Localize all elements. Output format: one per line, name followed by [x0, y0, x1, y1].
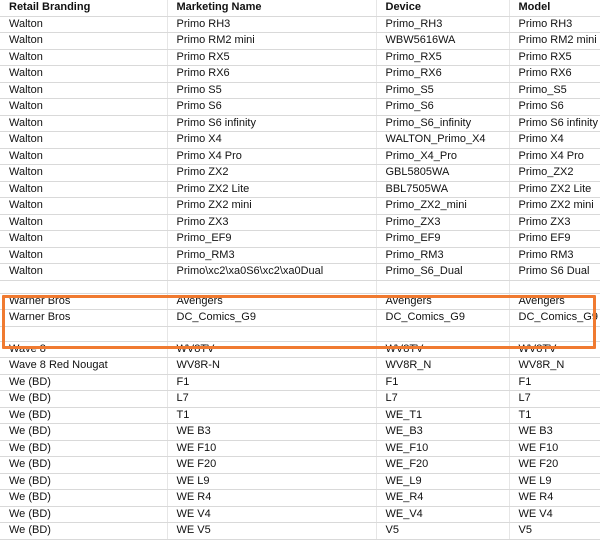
cell-marketing-name: Primo_RM3	[167, 247, 376, 264]
cell-device: F1	[376, 374, 509, 391]
cell-device: Primo_RM3	[376, 247, 509, 264]
cell-device: WE_V4	[376, 506, 509, 523]
cell-device: Primo_RX5	[376, 49, 509, 66]
cell-device: WE_R4	[376, 490, 509, 507]
cell-model: WE B3	[509, 424, 600, 441]
table-row	[0, 374, 600, 391]
cell-model: WV8R_N	[509, 358, 600, 375]
table-row	[0, 198, 600, 215]
cell-device: Primo_S6_Dual	[376, 264, 509, 281]
table-row	[0, 33, 600, 50]
cell-retail-branding: We (BD)	[0, 473, 167, 490]
cell-retail-branding: We (BD)	[0, 424, 167, 441]
cell-device: Avengers	[376, 293, 509, 310]
cell-retail-branding: We (BD)	[0, 523, 167, 540]
cell-retail-branding: Walton	[0, 148, 167, 165]
cell-device: GBL5805WA	[376, 165, 509, 182]
cell-model: Primo X4 Pro	[509, 148, 600, 165]
cell-model: Primo EF9	[509, 231, 600, 248]
cell-model: T1	[509, 407, 600, 424]
cell-model: WE R4	[509, 490, 600, 507]
cell-marketing-name: WE V4	[167, 506, 376, 523]
table-row	[0, 66, 600, 83]
cell-model: Primo ZX3	[509, 214, 600, 231]
cell-device: BBL7505WA	[376, 181, 509, 198]
table-row	[0, 440, 600, 457]
cell-marketing-name: Primo S6 infinity	[167, 115, 376, 132]
table-row	[0, 181, 600, 198]
cell-model: Primo RH3	[509, 16, 600, 33]
cell-model: Primo RM2 mini	[509, 33, 600, 50]
cell-model: Avengers	[509, 293, 600, 310]
table-row	[0, 473, 600, 490]
table-row	[0, 49, 600, 66]
header-model: Model	[509, 0, 600, 16]
cell-marketing-name: WE V5	[167, 523, 376, 540]
table-row	[0, 231, 600, 248]
cell-marketing-name: Primo ZX2 Lite	[167, 181, 376, 198]
cell-model: L7	[509, 391, 600, 408]
cell-retail-branding: Wave 8 Red Nougat	[0, 358, 167, 375]
cell-model: F1	[509, 374, 600, 391]
cell-model: WE V4	[509, 506, 600, 523]
cell-model: Primo ZX2 mini	[509, 198, 600, 215]
cell-device: WBW5616WA	[376, 33, 509, 50]
cell-marketing-name: T1	[167, 407, 376, 424]
cell-retail-branding: Walton	[0, 214, 167, 231]
cell-model: Primo_S5	[509, 82, 600, 99]
cell-model: Primo S6 Dual	[509, 264, 600, 281]
cell-marketing-name: WV8R-N	[167, 358, 376, 375]
cell-model: Primo S6	[509, 99, 600, 116]
cell-device: Primo_EF9	[376, 231, 509, 248]
cell-retail-branding: Walton	[0, 82, 167, 99]
cell-marketing-name: Primo_EF9	[167, 231, 376, 248]
cell-marketing-name: Avengers	[167, 293, 376, 310]
cell-device: Primo_S6	[376, 99, 509, 116]
cell-device: WV8TV	[376, 341, 509, 358]
cell-marketing-name: Primo RM2 mini	[167, 33, 376, 50]
table-row	[0, 82, 600, 99]
cell-retail-branding: Walton	[0, 198, 167, 215]
cell-retail-branding: We (BD)	[0, 440, 167, 457]
cell-marketing-name: Primo S6	[167, 99, 376, 116]
cell-model: WE L9	[509, 473, 600, 490]
table-row	[0, 214, 600, 231]
cell-device: Primo_RX6	[376, 66, 509, 83]
cell-marketing-name: Primo RX5	[167, 49, 376, 66]
cell-model: Primo S6 infinity	[509, 115, 600, 132]
table-row	[0, 457, 600, 474]
table-row	[0, 407, 600, 424]
cell-model: Primo RM3	[509, 247, 600, 264]
table-row	[0, 293, 600, 310]
cell-marketing-name: Primo ZX2 mini	[167, 198, 376, 215]
table-row	[0, 247, 600, 264]
table-row	[0, 424, 600, 441]
cell-model: WE F10	[509, 440, 600, 457]
cell-marketing-name: Primo RH3	[167, 16, 376, 33]
cell-marketing-name: WE L9	[167, 473, 376, 490]
cell-marketing-name: Primo X4 Pro	[167, 148, 376, 165]
cell-marketing-name: DC_Comics_G9	[167, 310, 376, 327]
cell-device: Primo_X4_Pro	[376, 148, 509, 165]
cell-retail-branding: We (BD)	[0, 407, 167, 424]
cell-marketing-name: WE B3	[167, 424, 376, 441]
table-row	[0, 391, 600, 408]
spacer-row	[0, 326, 600, 341]
cell-model: Primo_ZX2	[509, 165, 600, 182]
cell-device: DC_Comics_G9	[376, 310, 509, 327]
cell-device: WE_T1	[376, 407, 509, 424]
cell-retail-branding: Walton	[0, 132, 167, 149]
cell-device: V5	[376, 523, 509, 540]
table-row	[0, 115, 600, 132]
cell-device: Primo_ZX3	[376, 214, 509, 231]
cell-model: V5	[509, 523, 600, 540]
spacer-row	[0, 280, 600, 293]
cell-marketing-name: Primo X4	[167, 132, 376, 149]
cell-retail-branding: Warner Bros	[0, 293, 167, 310]
table-row	[0, 506, 600, 523]
cell-retail-branding: Walton	[0, 66, 167, 83]
cell-retail-branding: Walton	[0, 49, 167, 66]
cell-device: L7	[376, 391, 509, 408]
cell-device: WE_F20	[376, 457, 509, 474]
cell-retail-branding: We (BD)	[0, 457, 167, 474]
cell-model: Primo RX6	[509, 66, 600, 83]
cell-device: Primo_S6_infinity	[376, 115, 509, 132]
table-row	[0, 341, 600, 358]
table-row	[0, 16, 600, 33]
table-row	[0, 490, 600, 507]
cell-marketing-name: Primo ZX3	[167, 214, 376, 231]
table-row	[0, 148, 600, 165]
cell-marketing-name: WE R4	[167, 490, 376, 507]
table-row	[0, 523, 600, 540]
header-retail-branding: Retail Branding	[0, 0, 167, 16]
table-row	[0, 99, 600, 116]
cell-device: WALTON_Primo_X4	[376, 132, 509, 149]
cell-marketing-name: Primo RX6	[167, 66, 376, 83]
header-marketing-name: Marketing Name	[167, 0, 376, 16]
cell-model: DC_Comics_G9	[509, 310, 600, 327]
cell-marketing-name: Primo S5	[167, 82, 376, 99]
cell-retail-branding: We (BD)	[0, 506, 167, 523]
cell-marketing-name: Primo ZX2	[167, 165, 376, 182]
cell-marketing-name: WE F10	[167, 440, 376, 457]
cell-retail-branding: Walton	[0, 231, 167, 248]
cell-device: WE_L9	[376, 473, 509, 490]
cell-retail-branding: We (BD)	[0, 490, 167, 507]
cell-retail-branding: Walton	[0, 115, 167, 132]
cell-model: WE F20	[509, 457, 600, 474]
table-row	[0, 165, 600, 182]
header-device: Device	[376, 0, 509, 16]
table-row	[0, 132, 600, 149]
cell-retail-branding: Walton	[0, 99, 167, 116]
cell-device: WV8R_N	[376, 358, 509, 375]
cell-retail-branding: Walton	[0, 181, 167, 198]
cell-retail-branding: Walton	[0, 16, 167, 33]
cell-marketing-name: L7	[167, 391, 376, 408]
cell-device: WE_B3	[376, 424, 509, 441]
cell-retail-branding: Walton	[0, 247, 167, 264]
table-row	[0, 264, 600, 281]
cell-marketing-name: Primo\xc2\xa0S6\xc2\xa0Dual	[167, 264, 376, 281]
table-row	[0, 358, 600, 375]
cell-marketing-name: F1	[167, 374, 376, 391]
cell-device: Primo_S5	[376, 82, 509, 99]
cell-device: Primo_RH3	[376, 16, 509, 33]
cell-marketing-name: WE F20	[167, 457, 376, 474]
cell-retail-branding: Walton	[0, 165, 167, 182]
header-row	[0, 0, 600, 16]
table-row	[0, 310, 600, 327]
cell-retail-branding: We (BD)	[0, 374, 167, 391]
cell-model: Primo ZX2 Lite	[509, 181, 600, 198]
cell-retail-branding: We (BD)	[0, 391, 167, 408]
cell-model: WV8TV	[509, 341, 600, 358]
cell-retail-branding: Walton	[0, 264, 167, 281]
cell-retail-branding: Warner Bros	[0, 310, 167, 327]
cell-model: Primo X4	[509, 132, 600, 149]
cell-retail-branding: Walton	[0, 33, 167, 50]
cell-model: Primo RX5	[509, 49, 600, 66]
cell-retail-branding: Wave 8	[0, 341, 167, 358]
cell-device: Primo_ZX2_mini	[376, 198, 509, 215]
cell-marketing-name: WV8TV	[167, 341, 376, 358]
cell-device: WE_F10	[376, 440, 509, 457]
